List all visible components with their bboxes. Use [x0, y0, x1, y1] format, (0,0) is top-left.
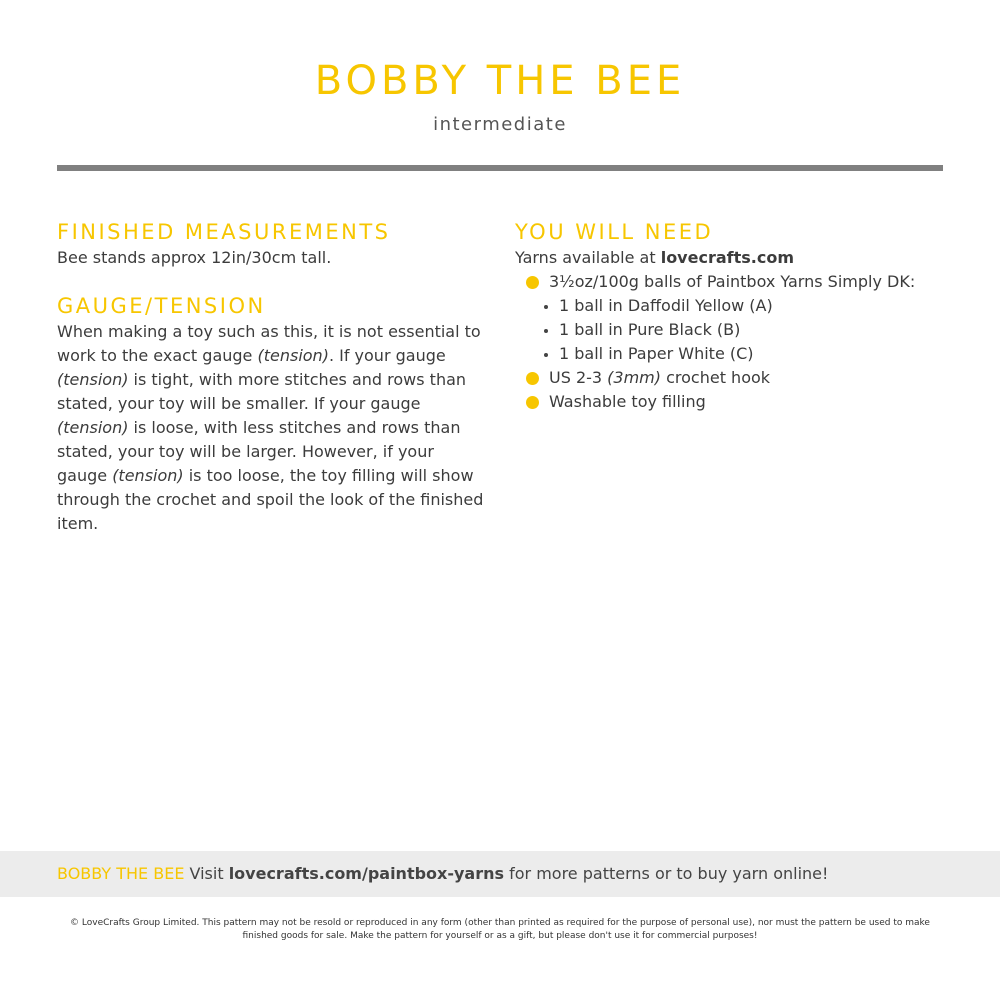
small-bullet-icon [544, 353, 548, 357]
yellow-bullet-icon [526, 396, 539, 409]
small-bullet-icon [544, 305, 548, 309]
you-will-need-heading: YOU WILL NEED [515, 220, 714, 244]
pattern-title: BOBBY THE BEE [314, 58, 686, 104]
yarn-color-item: 1 ball in Paper White (C) [515, 342, 955, 366]
materials-item-yarn: 3½oz/100g balls of Paintbox Yarns Simply DK: [515, 270, 955, 294]
materials-item-hook: US 2-3 (3mm) crochet hook [515, 366, 955, 390]
materials-list [515, 270, 955, 414]
yellow-bullet-icon [526, 276, 539, 289]
yellow-bullet-icon [526, 372, 539, 385]
gauge-heading: GAUGE/TENSION [57, 294, 266, 318]
footer-banner [0, 851, 1000, 897]
small-bullet-icon [544, 329, 548, 333]
footer-text: BOBBY THE BEE Visit lovecrafts.com/paintbox-yarns for more patterns or to buy yarn online! [57, 864, 829, 883]
paintbox-yarns-link[interactable]: lovecrafts.com/paintbox-yarns [228, 864, 505, 883]
copyright-notice: © LoveCrafts Group Limited. This pattern may not be resold or reproduced in any form (other than printed as required for the purpose of personal use), nor must the pattern be used to make finished goods for sale. Make the pattern for yourself or as a gift, but please don't use it for commercial purposes! [70, 918, 930, 941]
yarn-color-item: 1 ball in Pure Black (B) [515, 318, 955, 342]
gauge-text: When making a toy such as this, it is not essential to work to the exact gauge (tension). If your gauge (tension) is tight, with more stitches and rows than stated, your toy will be smaller. If your gauge (tension) is loose, with less stitches and rows than stated, your toy will be larger. However, if your gauge (tension) is too loose, the toy filling will show through the crochet and spoil the look of the finished item. [57, 322, 484, 533]
materials-item-filling: Washable toy filling [515, 390, 955, 414]
yarn-availability: Yarns available at lovecrafts.com [515, 248, 794, 267]
right-column [515, 218, 955, 414]
difficulty-level: intermediate [433, 114, 567, 135]
left-column [57, 218, 487, 536]
finished-measurements-heading: FINISHED MEASUREMENTS [57, 220, 391, 244]
header-divider [57, 165, 943, 171]
footer-brand: BOBBY THE BEE [57, 864, 185, 883]
finished-measurements-text: Bee stands approx 12in/30cm tall. [57, 248, 332, 267]
yarn-color-item: 1 ball in Daffodil Yellow (A) [515, 294, 955, 318]
lovecrafts-link[interactable]: lovecrafts.com [660, 248, 794, 267]
